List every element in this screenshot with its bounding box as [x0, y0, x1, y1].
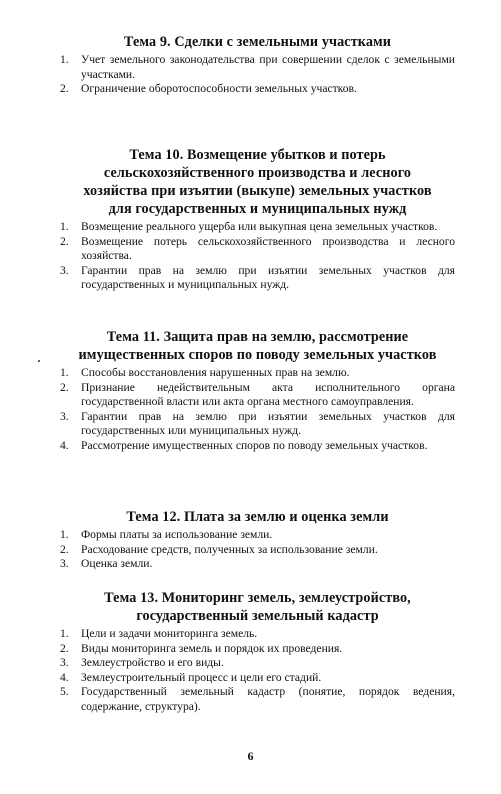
- item-number: 4.: [60, 670, 69, 684]
- item-text: Рассмотрение имущественных споров по поводу земельных участков.: [81, 438, 428, 452]
- heading-line: имущественных споров по поводу земельных участков: [78, 347, 437, 363]
- item-text: Гарантии прав на землю при изъятии земельных участков для государственных и муниципальных нужд.: [81, 263, 455, 292]
- item-number: 3.: [60, 656, 69, 670]
- topic-list: [60, 627, 455, 715]
- item-text: Землеустройство и его виды.: [81, 656, 224, 670]
- list-item: [60, 439, 455, 454]
- list-item: [60, 53, 455, 82]
- list-item: [60, 656, 455, 671]
- item-number: 4.: [60, 438, 69, 452]
- list-item: [60, 543, 455, 558]
- list-item: [60, 685, 455, 714]
- item-text: Расходование средств, полученных за использование земли.: [81, 542, 378, 556]
- item-number: 3.: [60, 263, 69, 277]
- section-topic-12: [60, 508, 455, 572]
- heading-line: государственный земельный кадастр: [136, 608, 379, 624]
- topic-list: [60, 53, 455, 97]
- heading-line: Тема 10. Возмещение убытков и потерь: [129, 147, 386, 163]
- item-text: Гарантии прав на землю при изъятии земельных участков для государственных или муниципальных нужд.: [81, 409, 455, 438]
- scan-speck: [38, 360, 40, 362]
- item-text: Способы восстановления нарушенных прав на землю.: [81, 366, 350, 379]
- item-number: 1.: [60, 220, 69, 233]
- section-heading: [60, 146, 455, 218]
- list-item: [60, 671, 455, 686]
- item-text: Формы платы за использование земли.: [81, 528, 273, 541]
- list-item: [60, 381, 455, 410]
- item-text: Цели и задачи мониторинга земель.: [81, 627, 258, 640]
- item-text: Оценка земли.: [81, 557, 153, 571]
- list-item: [60, 235, 455, 264]
- section-topic-10: [60, 146, 455, 293]
- item-text: Виды мониторинга земель и порядок их проведения.: [81, 641, 343, 655]
- item-number: 2.: [60, 82, 69, 96]
- heading-line: Тема 11. Защита прав на землю, рассмотрение: [106, 329, 409, 345]
- section-heading: [60, 328, 455, 364]
- topic-list: [60, 220, 455, 293]
- item-number: 2.: [60, 234, 69, 248]
- item-number: 5.: [60, 685, 69, 699]
- section-topic-11: [60, 328, 455, 454]
- item-text: Учет земельного законодательства при совершении сделок с земельными участками.: [81, 53, 455, 81]
- list-item: [60, 528, 455, 543]
- item-text: Возмещение потерь сельскохозяйственного производства и лесного хозяйства.: [81, 234, 455, 263]
- topic-list: [60, 366, 455, 454]
- list-item: [60, 82, 455, 97]
- list-item: [60, 366, 455, 381]
- heading-line: Тема 13. Мониторинг земель, землеустройство,: [104, 590, 411, 606]
- section-topic-9: [60, 33, 455, 97]
- item-number: 2.: [60, 380, 69, 394]
- heading-line: для государственных и муниципальных нужд: [108, 201, 407, 217]
- list-item: [60, 220, 455, 235]
- item-text: Признание недействительным акта исполнительного органа государственной власти или акта органа местного самоуправления.: [81, 380, 455, 409]
- heading-line: сельскохозяйственного производства и лесного: [103, 165, 412, 181]
- list-item: [60, 557, 455, 572]
- heading-line: хозяйства при изъятии (выкупе) земельных участков: [83, 183, 432, 199]
- page-number: 6: [247, 749, 254, 763]
- list-item: [60, 642, 455, 657]
- section-heading: [60, 508, 455, 526]
- topic-list: [60, 528, 455, 572]
- section-heading: [60, 589, 455, 625]
- item-number: 1.: [60, 366, 69, 379]
- section-heading: [60, 33, 455, 51]
- item-number: 1.: [60, 53, 69, 66]
- item-text: Ограничение оборотоспособности земельных участков.: [81, 82, 357, 96]
- heading-line: Тема 9. Сделки с земельными участками: [123, 34, 392, 50]
- list-item: [60, 627, 455, 642]
- item-number: 3.: [60, 557, 69, 571]
- item-number: 2.: [60, 641, 69, 655]
- item-text: Государственный земельный кадастр (понятие, порядок ведения, содержание, структура).: [81, 685, 455, 713]
- list-item: [60, 264, 455, 293]
- item-number: 1.: [60, 528, 69, 541]
- item-number: 3.: [60, 409, 69, 423]
- item-text: Землеустроительный процесс и цели его стадий.: [81, 670, 322, 684]
- section-topic-13: [60, 589, 455, 715]
- item-text: Возмещение реального ущерба или выкупная цена земельных участков.: [81, 220, 438, 233]
- list-item: [60, 410, 455, 439]
- item-number: 1.: [60, 627, 69, 640]
- heading-line: Тема 12. Плата за землю и оценка земли: [126, 509, 389, 525]
- item-number: 2.: [60, 542, 69, 556]
